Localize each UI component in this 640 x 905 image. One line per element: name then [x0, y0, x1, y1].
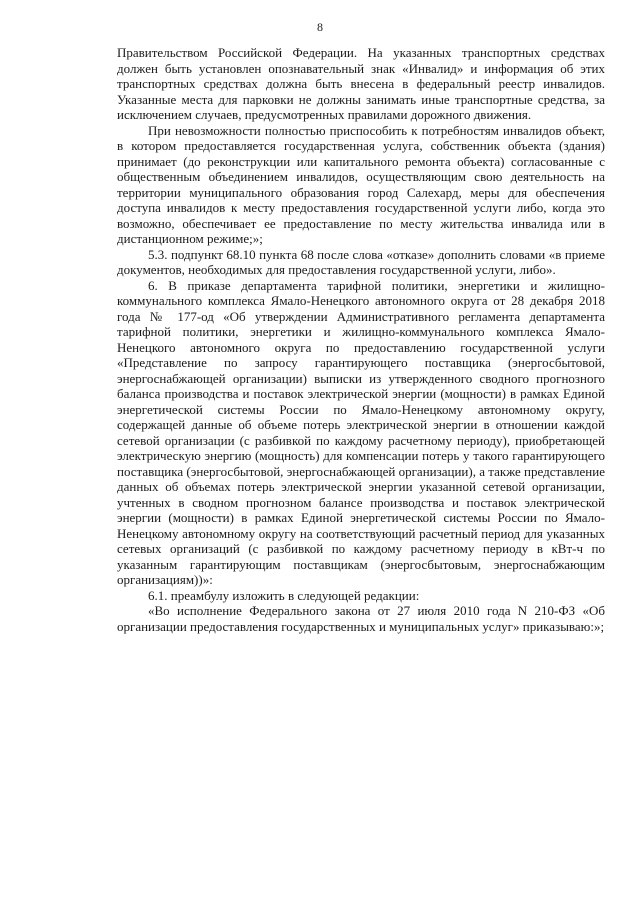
- paragraph-parking-continuation: Правительством Российской Федерации. На указанных транспортных средствах должен быть установлен опознавательный знак «Инвалид» и информация об этих транспортных средствах должна быть внесена в федеральный реестр инвалидов. Указанные места для парковки не должны занимать иные транспортные средства, за исключением случаев, предусмотренных правилами дорожного движения.: [117, 45, 605, 122]
- paragraph-preamble-quote: «Во исполнение Федерального закона от 27 июля 2010 года N 210-ФЗ «Об организации предоставления государственных и муниципальных услуг» приказываю:»;: [117, 603, 605, 634]
- paragraph-subclause-6-1: 6.1. преамбулу изложить в следующей редакции:: [148, 587, 420, 603]
- paragraph-accessibility-measures: При невозможности полностью приспособить к потребностям инвалидов объект, в котором предоставляется государственная услуга, собственник объекта (здания) принимает (до реконструкции или капитального ремонта объекта) согласованные с общественным объединением инвалидов, осуществляющим свою деятельность на территории муниципального образования город Салехард, меры для обеспечения доступа инвалидов к месту предоставления государственной услуги либо, когда это возможно, обеспечивает ее предоставление по месту жительства инвалида или в дистанционном режиме;»;: [117, 122, 605, 246]
- document-body: [117, 45, 605, 634]
- page-number: 8: [317, 20, 323, 34]
- paragraph-clause-6: 6. В приказе департамента тарифной политики, энергетики и жилищно-коммунального комплекса Ямало-Ненецкого автономного округа от 28 декабря 2018 года № 177-од «Об утверждении Административного регламента департамента тарифной политики, энергетики и жилищно-коммунального комплекса Ямало-Ненецкого автономного округа по предоставлению государственной услуги «Представление по запросу гарантирующего поставщика (энергосбытовой, энергоснабжающей организации) выписки из утвержденного сводного прогнозного баланса производства и поставок электрической энергии (мощности) в рамках Единой энергетической системы России по Ямало-Ненецкому автономному округу, содержащей данные об объеме потерь электрической энергии в отношении каждой сетевой организации (с разбивкой по каждому расчетному периоду), приобретающей электрическую энергию (мощность) для компенсации потерь у такого гарантирующего поставщика (энергосбытовой, энергоснабжающей организации), а также представление данных об объемах потерь электрической энергии указанной сетевой организации, учтенных в сводном прогнозном балансе производства и поставок электрической энергии (мощности) в рамках Единой энергетической системы России по Ямало-Ненецкому автономному округу на соответствующий расчетный период для указанных сетевых организаций (с разбивкой по каждому расчетному периоду в кВт-ч по указанным гарантирующим поставщикам (энергосбытовым, энергоснабжающим организациям))»:: [117, 277, 605, 587]
- paragraph-subclause-5-3: 5.3. подпункт 68.10 пункта 68 после слова «отказе» дополнить словами «в приеме документов, необходимых для предоставления государственной услуги, либо».: [117, 246, 605, 277]
